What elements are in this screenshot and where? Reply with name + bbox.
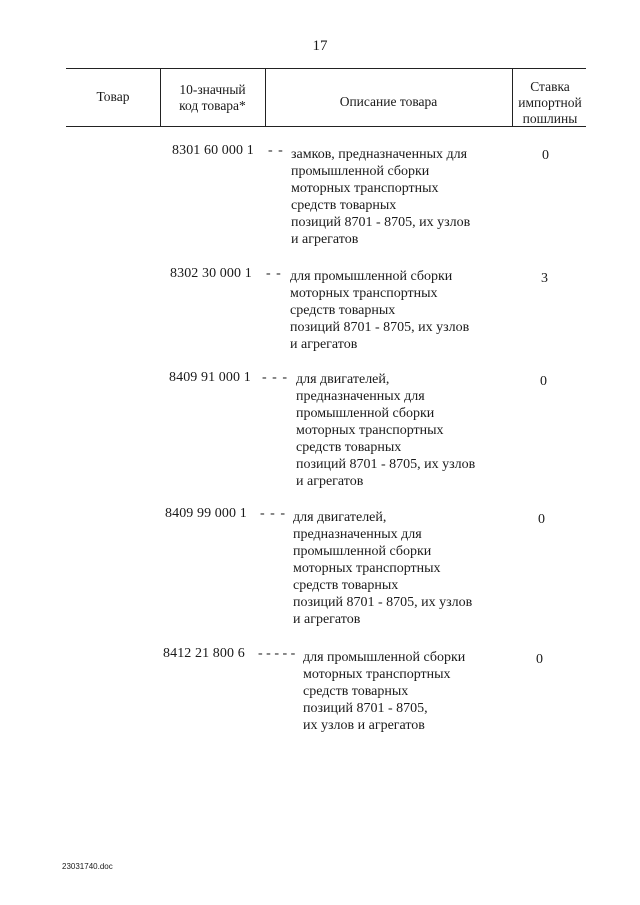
header-bottom-rule (66, 126, 586, 127)
row-description: для промышленной сборки моторных транспортных средств товарных позиций 8701 - 8705, их узлов и агрегатов (303, 650, 466, 733)
row-rate: 0 (542, 148, 549, 163)
col-header-description: Описание товара (339, 94, 438, 109)
row-description: для двигателей, предназначенных для промышленной сборки моторных транспортных средств товарных позиций 8701 - 8705, их узлов и агрегатов (293, 510, 473, 627)
row-description: для двигателей, предназначенных для промышленной сборки моторных транспортных средств товарных позиций 8701 - 8705, их узлов и агрегатов (296, 372, 476, 489)
row-description: для промышленной сборки моторных транспортных средств товарных позиций 8701 - 8705, их узлов и агрегатов (290, 269, 470, 352)
row-rate: 0 (538, 512, 545, 527)
row-code: 8409 91 000 1 (169, 370, 251, 385)
row-rate: 3 (541, 271, 548, 286)
page-number: 17 (312, 38, 328, 54)
row-dashes: - - - (260, 506, 286, 521)
row-description: замков, предназначенных для промышленной сборки моторных транспортных средств товарных позиций 8701 - 8705, их узлов и агрегатов (291, 147, 471, 247)
col-header-tovar: Товар (96, 89, 130, 104)
row-dashes: - - (266, 266, 282, 281)
row-code: 8302 30 000 1 (170, 266, 252, 281)
row-rate: 0 (536, 652, 543, 667)
col-header-code: 10-значный код товара* (179, 82, 246, 113)
row-dashes: - - - - - (258, 646, 296, 661)
header-top-rule (66, 68, 586, 69)
row-code: 8409 99 000 1 (165, 506, 247, 521)
col-header-rate: Ставка импортной пошлины (518, 79, 582, 126)
footer-filename: 23031740.doc (62, 862, 113, 871)
row-rate: 0 (540, 374, 547, 389)
row-code: 8301 60 000 1 (172, 143, 254, 158)
row-dashes: - - - (262, 370, 288, 385)
row-dashes: - - (268, 143, 284, 158)
row-code: 8412 21 800 6 (163, 646, 245, 661)
